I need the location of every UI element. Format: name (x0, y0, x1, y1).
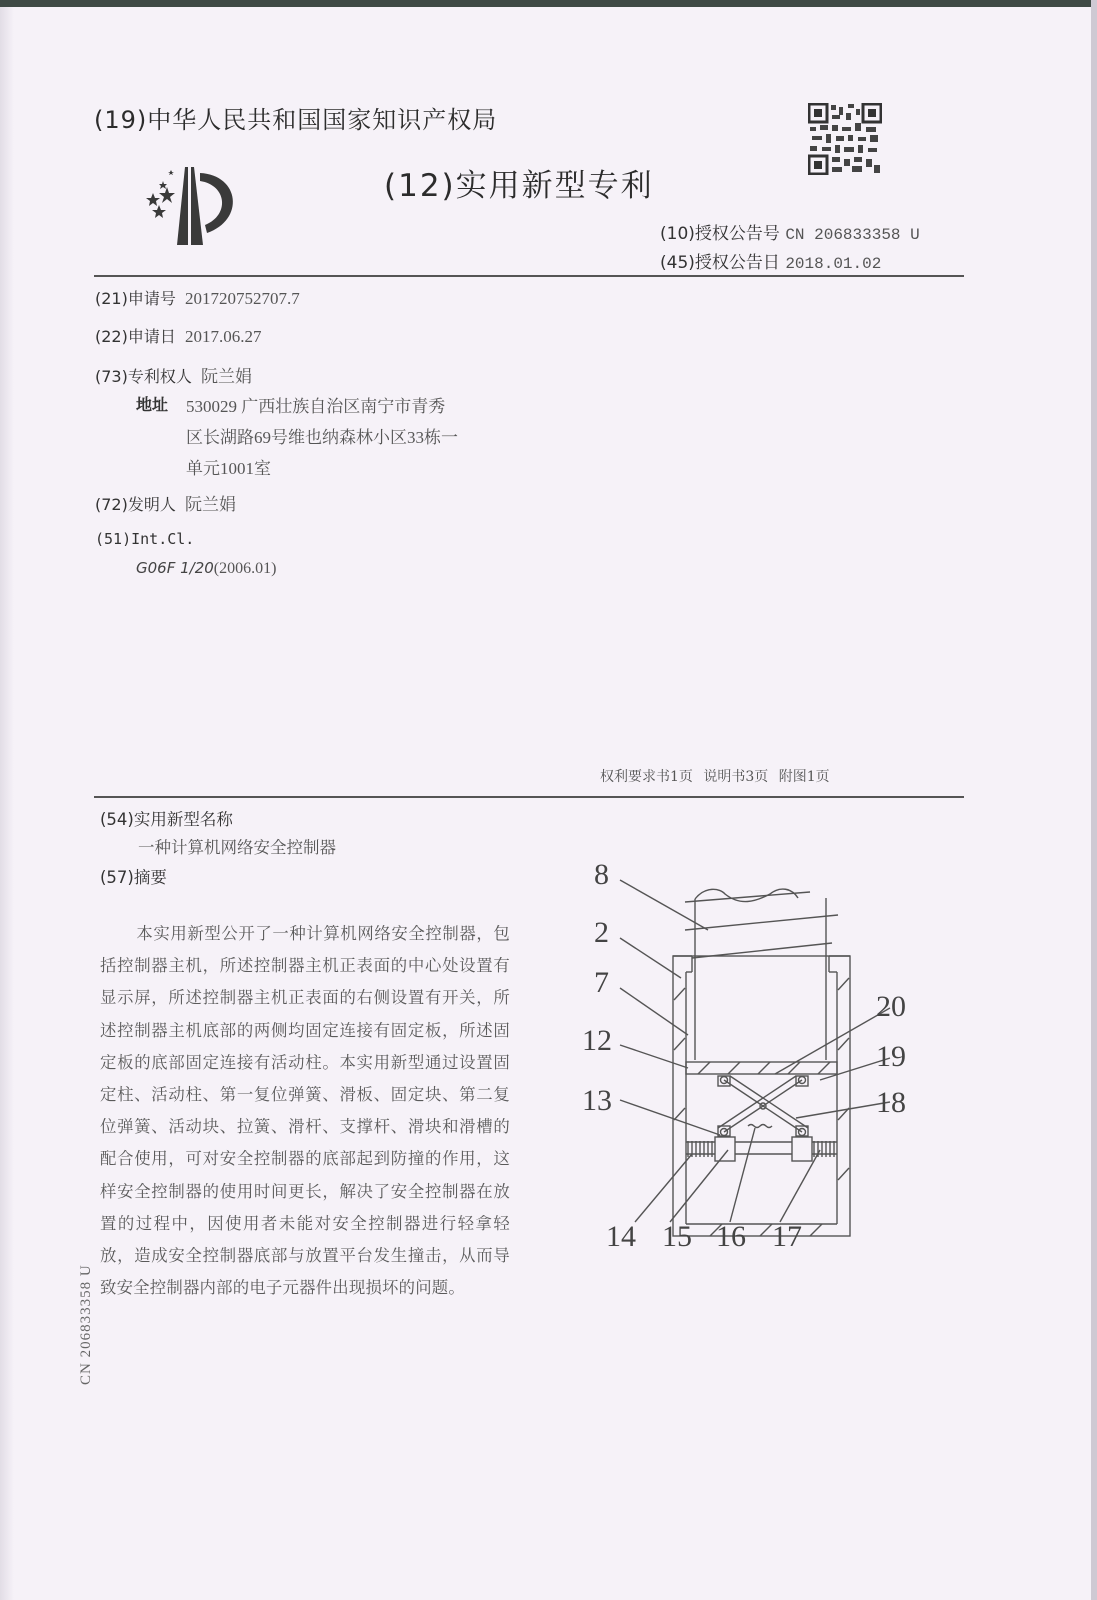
header-rule (94, 275, 964, 277)
cnipa-logo-icon (145, 165, 245, 245)
address-label: 地址 (136, 395, 169, 414)
figure-label-17: 17 (772, 1220, 802, 1253)
office-name: (19)中华人民共和国国家知识产权局 (94, 106, 498, 134)
document-type: (12)实用新型专利 (384, 168, 654, 204)
publication-date-row (660, 248, 881, 273)
figure-label-13: 13 (582, 1084, 612, 1117)
application-date-row (95, 324, 261, 347)
publication-date-label: (45)授权公告日 (660, 253, 780, 273)
utility-model-title: 一种计算机网络安全控制器 (138, 838, 336, 857)
intcl-row (136, 558, 276, 578)
application-date: 2017.06.27 (184, 327, 262, 346)
application-number-row (95, 286, 300, 309)
abstract-label: (57)摘要 (100, 868, 167, 887)
intcl-label: (51)Int.Cl. (95, 530, 195, 548)
abstract-figure (580, 850, 920, 1270)
utility-model-name-label: (54)实用新型名称 (100, 810, 233, 829)
figure-label-18: 18 (876, 1086, 906, 1119)
figure-label-7: 7 (594, 966, 609, 999)
address-line-1: 530029 广西壮族自治区南宁市青秀 (186, 397, 446, 416)
figure-label-12: 12 (582, 1024, 612, 1057)
device-drawing-icon (580, 850, 920, 1270)
address-line-2: 区长湖路69号维也纳森林小区33栋一 (186, 428, 458, 447)
figure-label-16: 16 (716, 1220, 746, 1253)
figure-label-14: 14 (606, 1220, 636, 1253)
qr-code-icon (808, 103, 882, 175)
side-publication-number: CN 206833358 U (78, 1264, 94, 1385)
figure-label-15: 15 (662, 1220, 692, 1253)
figure-label-8: 8 (594, 858, 609, 891)
section-rule (94, 796, 964, 798)
publication-number-label: (10)授权公告号 (660, 224, 780, 244)
figure-label-19: 19 (876, 1040, 906, 1073)
patentee-name: 阮兰娟 (200, 367, 252, 386)
figure-label-2: 2 (594, 916, 609, 949)
publication-number-row (660, 219, 920, 244)
application-number: 201720752707.7 (184, 289, 300, 308)
application-date-label: (22)申请日 (95, 327, 176, 346)
intcl-version: (2006.01) (213, 560, 277, 577)
address-line-3: 单元1001室 (186, 459, 271, 478)
patentee-row (95, 362, 252, 387)
inventor-name: 阮兰娟 (184, 495, 236, 514)
intcl-code: G06F 1/20 (136, 559, 214, 577)
publication-number: CN 206833358 U (785, 226, 920, 244)
page-counts: 权利要求书1页 说明书3页 附图1页 (600, 769, 830, 785)
patentee-label: (73)专利权人 (95, 367, 192, 386)
abstract-body: 本实用新型公开了一种计算机网络安全控制器，包括控制器主机，所述控制器主机正表面的中心处设置有显示屏，所述控制器主机正表面的右侧设置有开关，所述控制器主机底部的两侧均固定连接有固定板，所述固定板的底部固定连接有活动柱。本实用新型通过设置固定柱、活动柱、第一复位弹簧、滑板、固定块、第二复位弹簧、活动块、拉簧、滑杆、支撑杆、滑块和滑槽的配合使用，可对安全控制器的底部起到防撞的作用，这样安全控制器的使用时间更长，解决了安全控制器在放置的过程中，因使用者未能对安全控制器进行轻拿轻放，造成安全控制器底部与放置平台发生撞击，从而导致安全控制器内部的电子元器件出现损坏的问题。 (100, 924, 510, 1298)
application-number-label: (21)申请号 (95, 289, 176, 308)
abstract-text (100, 918, 510, 1304)
inventor-label: (72)发明人 (95, 495, 176, 514)
inventor-row (95, 490, 236, 515)
figure-label-20: 20 (876, 990, 906, 1023)
publication-date: 2018.01.02 (785, 255, 882, 273)
